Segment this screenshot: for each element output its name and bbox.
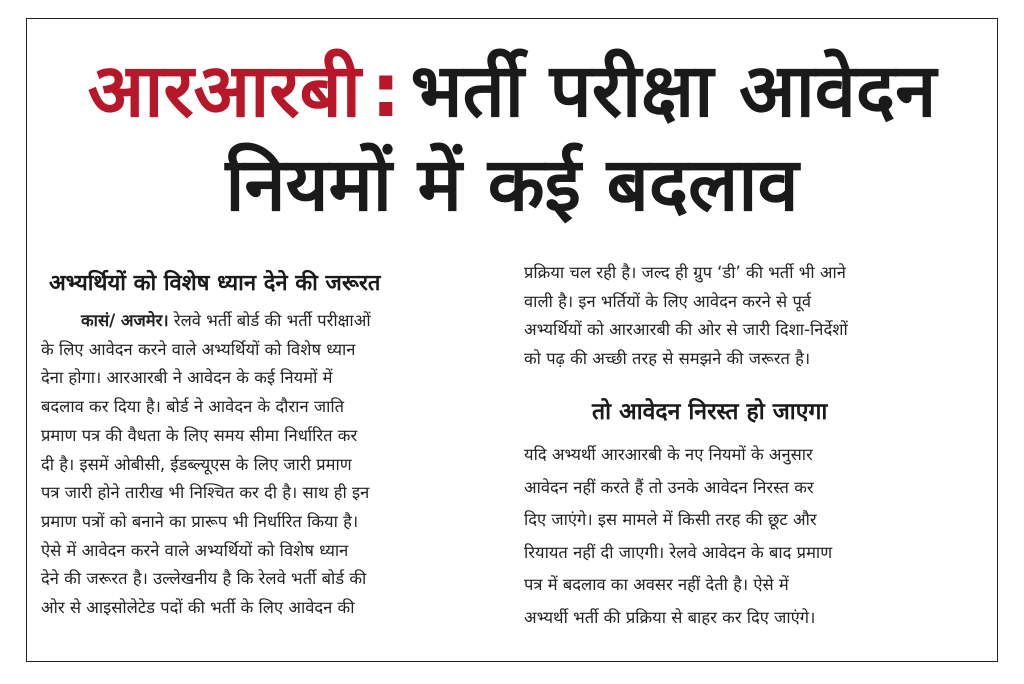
right-line-9: पत्र में बदलाव का अवसर नहीं देती है। ऐसे में [524,575,789,594]
left-line-4: बदलाव कर दिया है। बोर्ड ने आवेदन के दौरान जाति [41,397,345,417]
headline-line-1-text: भर्ती परीक्षा आवेदन [410,48,937,134]
left-line-7: पत्र जारी होने तारीख भी निश्चित कर दी है। साथ ही इन [41,483,370,503]
headline-line-2: नियमों में कई बदलाव [225,142,799,228]
right-line-3: अभ्यर्थियों को आरआरबी की ओर से जारी दिशा-निर्देशों [524,320,848,340]
right-subheading: तो आवेदन निरस्त हो जाएगा [592,399,828,425]
headline-line-1 [27,49,997,133]
headline-colon: : [370,48,401,134]
left-line-9: ऐसे में आवेदन करने वाले अभ्यर्थियों को विशेष ध्यान [41,540,349,560]
left-line-8: प्रमाण पत्रों को बनाने का प्रारूप भी निर्धारित किया है। [41,511,359,531]
left-article-text [41,307,505,623]
left-line-1-text: रेलवे भर्ती बोर्ड की भर्ती परीक्षाओं [168,311,371,330]
news-clipping [26,18,998,662]
left-line-6: दी है। इसमें ओबीसी, ईडब्ल्यूएस के लिए जारी प्रमाण [41,454,352,474]
right-line-4: को पढ़ की अच्छी तरह से समझने की जरूरत है। [524,349,811,369]
headline-rrb: आरआरबी [87,48,361,134]
right-article-text-bottom [524,439,974,634]
right-line-2: वाली है। इन भर्तियों के लिए आवेदन करने से पूर्व [524,291,811,311]
right-line-6: आवेदन नहीं करते हैं तो उनके आवेदन निरस्त कर [524,477,814,497]
right-line-5: यदि अभ्यर्थी आरआरबी के नए नियमों के अनुसार [524,445,813,464]
right-article-text-top [524,259,974,374]
left-line-2: के लिए आवेदन करने वाले अभ्यर्थियों को विशेष ध्यान [41,339,356,359]
right-line-1: प्रक्रिया चल रही है। जल्द ही ग्रुप ‘डी’ की भर्ती भी आने [524,263,846,282]
right-line-7: दिए जाएंगे। इस मामले में किसी तरह की छूट और [524,510,817,529]
left-line-10: देने की जरूरत है। उल्लेखनीय है कि रेलवे भर्ती बोर्ड की [41,569,367,589]
left-line-1 [41,307,505,336]
right-line-8: रियायत नहीं दी जाएगी। रेलवे आवेदन के बाद प्रमाण [524,542,833,562]
left-line-3: देना होगा। आरआरबी ने आवेदन के कई नियमों में [41,368,333,388]
right-line-10: अभ्यर्थी भर्ती की प्रक्रिया से बाहर कर दिए जाएंगे। [524,607,816,627]
dateline: कासं/ अजमेर। [81,311,169,330]
left-subheading: अभ्यर्थियों को विशेष ध्यान देने की जरूरत [49,271,381,296]
left-line-5: प्रमाण पत्र की वैधता के लिए समय सीमा निर्धारित कर [41,425,358,445]
left-line-11: ओर से आइसोलेटेड पदों की भर्ती के लिए आवेदन की [41,598,355,618]
